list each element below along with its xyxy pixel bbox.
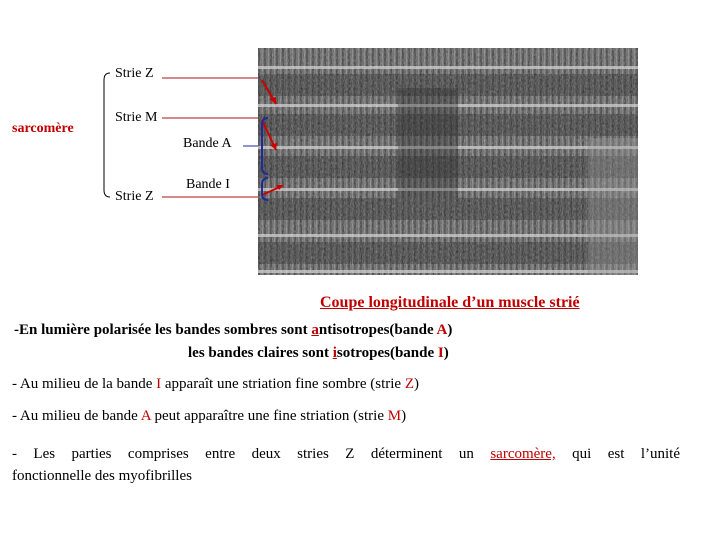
sarcomere-bracket [104, 73, 110, 197]
label-sarcomere: sarcomère [12, 121, 74, 136]
muscle-micrograph [258, 48, 638, 275]
paragraph-polarized-line2: les bandes claires sont isotropes(bande I) [188, 345, 449, 361]
caption: Coupe longitudinale d’un muscle strié [320, 294, 580, 311]
label-bande-i: Bande I [186, 177, 230, 192]
paragraph-sarcomere-line1: - Les parties comprises entre deux stries Z déterminent un sarcomère, qui est l’unité [12, 446, 680, 462]
paragraph-bande-a: - Au milieu de bande A peut apparaître une fine striation (strie M) [12, 408, 407, 424]
label-strie-z-top: Strie Z [115, 66, 154, 81]
paragraph-polarized-line1: -En lumière polarisée les bandes sombres sont antisotropes(bande A) [14, 322, 453, 338]
paragraph-bande-i: - Au milieu de la bande I apparaît une striation fine sombre (strie Z) [12, 376, 419, 392]
label-bande-a: Bande A [183, 136, 232, 151]
label-strie-m: Strie M [115, 110, 158, 125]
label-strie-z-bottom: Strie Z [115, 189, 154, 204]
paragraph-sarcomere-line2: fonctionnelle des myofibrilles [12, 468, 192, 484]
